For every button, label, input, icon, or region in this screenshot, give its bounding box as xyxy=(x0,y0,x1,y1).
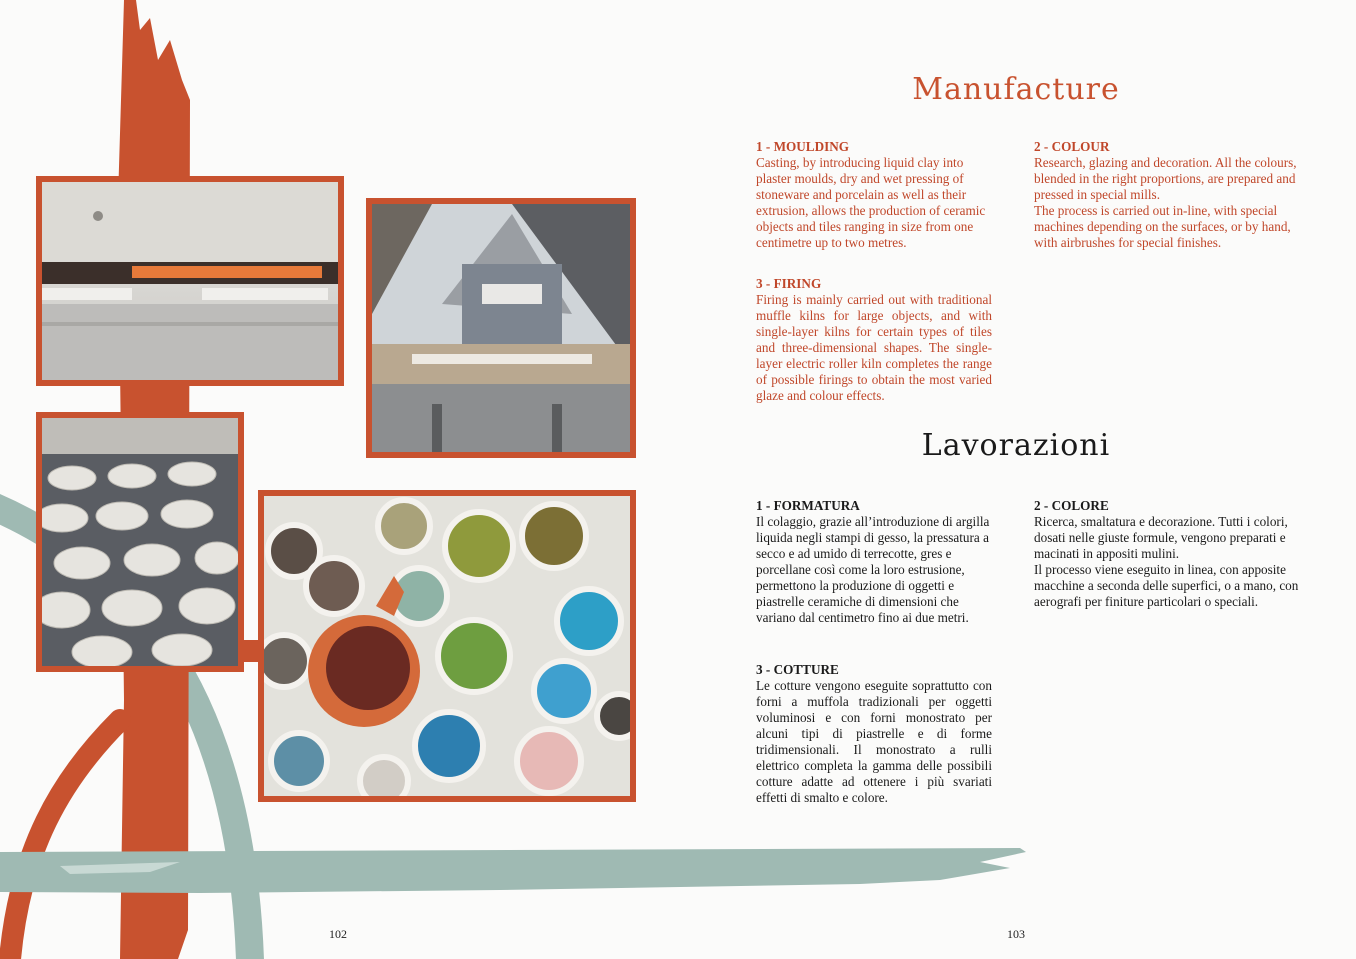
firing-heading: 3 - FIRING xyxy=(756,276,822,291)
colour-block xyxy=(1034,139,1298,251)
moulding-text: Casting, by introducing liquid clay into plaster moulds, dry and wet pressing of stoneware and porcelain as well as their extrusion, allows the production of ceramic objects and tiles ranging in size from one centimetre up to two metres. xyxy=(756,155,986,250)
photo-kiln xyxy=(36,176,344,386)
italian-title: Lavorazioni xyxy=(921,428,1111,463)
colour-text-1: Research, glazing and decoration. All the colours, blended in the right proportions, are prepared and pressed in special mills. xyxy=(1034,155,1297,202)
cotture-block xyxy=(756,662,992,806)
firing-block xyxy=(756,276,992,404)
cotture-heading: 3 - COTTURE xyxy=(756,662,839,677)
formatura-text: Il colaggio, grazie all’introduzione di argilla liquida negli stampi di gesso, la pressatura a secco e ad umido di terrecotte, gres e porcellane così come la loro estrusione, permettono la produzione di oggetti e piastrelle ceramiche di dimensioni che variano dal centimetro fino ai due metri. xyxy=(756,514,990,625)
moulding-heading: 1 - MOULDING xyxy=(756,139,850,154)
colour-heading: 2 - COLOUR xyxy=(1034,139,1110,154)
colore-text-2: Il processo viene eseguito in linea, con apposite macchine a seconda delle superfici, o a mano, con aerografi per finiture particolari o speciali. xyxy=(1034,562,1299,609)
english-title: Manufacture xyxy=(912,72,1120,107)
formatura-heading: 1 - FORMATURA xyxy=(756,498,860,513)
colore-text-1: Ricerca, smaltatura e decorazione. Tutti i colori, dosati nelle giuste formule, vengono preparati e macinati in appositi mulini. xyxy=(1034,514,1288,561)
cotture-text: Le cotture vengono eseguite soprattutto con forni a muffola tradizionali per oggetti voluminosi e con forni monostrato per alcuni tipi di piastrelle e di forme tridimensionali. Il monostrato a rulli elettrico completa la gamma delle possibili cotture adatte ad ottenere i più svariati effetti di smalto e colore. xyxy=(756,678,992,805)
colour-text-2: The process is carried out in-line, with special machines depending on the surfaces, or by hand, with airbrushes for special finishes. xyxy=(1034,203,1291,250)
page-number-right: 103 xyxy=(1007,927,1025,941)
photo-scallop-tiles xyxy=(36,412,244,672)
colore-block xyxy=(1034,498,1300,610)
colore-heading: 2 - COLORE xyxy=(1034,498,1109,513)
page-number-left: 102 xyxy=(329,927,347,941)
photo-glaze-pots xyxy=(258,490,636,802)
formatura-block xyxy=(756,498,1000,626)
photo-press-machine xyxy=(366,198,636,458)
firing-text: Firing is mainly carried out with traditional muffle kilns for large objects, and with single-layer kilns for certain types of tiles and three-dimensional shapes. The single-layer electric roller kiln completes the range of possible firings to obtain the most varied glaze and colour effects. xyxy=(756,292,992,403)
moulding-block xyxy=(756,139,996,251)
